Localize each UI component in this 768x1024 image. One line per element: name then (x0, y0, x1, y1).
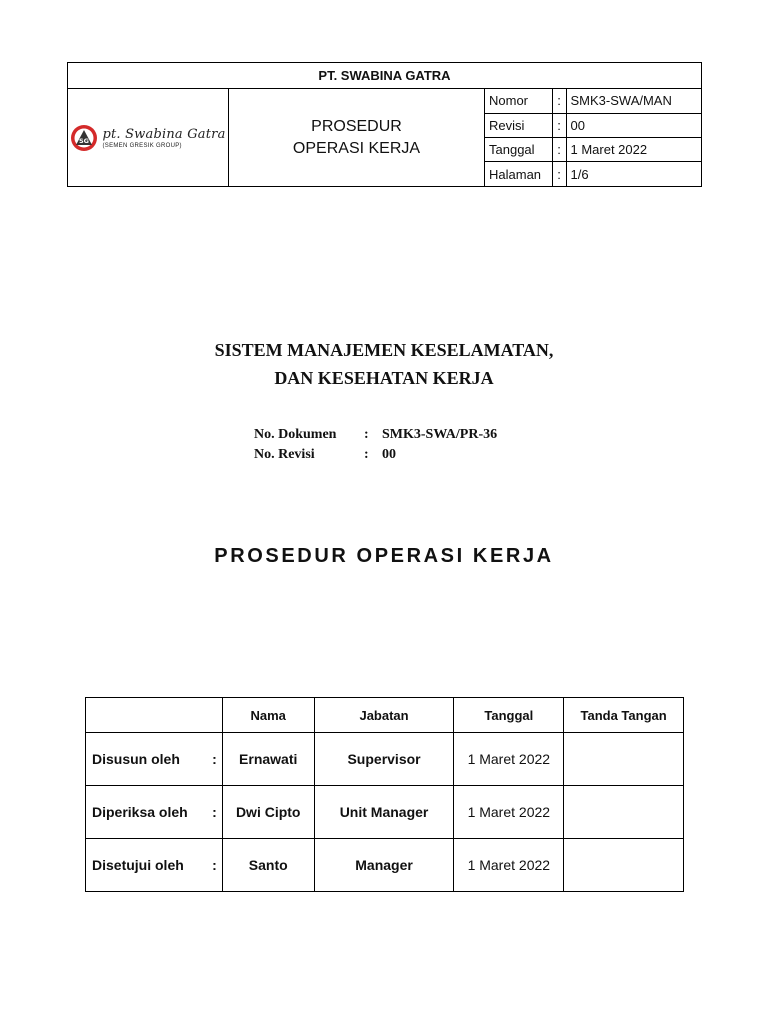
company-logo (70, 124, 225, 152)
logo-name: pt. Swabina Gatra (102, 126, 226, 142)
approval-table (85, 697, 684, 892)
role-label: Disetujui oleh (92, 857, 184, 873)
doc-info-label: No. Dokumen (254, 427, 337, 442)
meta-label: Tanggal (485, 138, 552, 162)
name-cell: Ernawati (222, 733, 314, 786)
position-cell: Supervisor (314, 733, 454, 786)
meta-colon: : (552, 162, 566, 186)
system-title (0, 336, 768, 392)
signature-cell[interactable] (564, 733, 684, 786)
header-title-line1: PROSEDUR (311, 117, 402, 135)
date-cell: 1 Maret 2022 (454, 733, 564, 786)
role-cell (86, 839, 223, 892)
name-cell: Dwi Cipto (222, 786, 314, 839)
doc-info-row (254, 445, 497, 465)
role-label: Diperiksa oleh (92, 804, 188, 820)
doc-info-value: SMK3-SWA/PR-36 (382, 427, 498, 442)
date-cell: 1 Maret 2022 (454, 839, 564, 892)
role-cell (86, 733, 223, 786)
document-info (254, 425, 497, 465)
table-row (86, 786, 684, 839)
doc-info-value: 00 (382, 447, 396, 462)
company-name: PT. SWABINA GATRA (68, 63, 701, 89)
meta-colon: : (552, 138, 566, 162)
logo-subtitle: (SEMEN GRESIK GROUP) (102, 142, 182, 149)
meta-row (485, 138, 701, 162)
meta-colon: : (552, 113, 566, 137)
logo-cell (68, 89, 229, 186)
meta-row (485, 162, 701, 186)
column-header (86, 698, 223, 733)
date-cell: 1 Maret 2022 (454, 786, 564, 839)
header-title (229, 89, 485, 186)
role-colon: : (212, 804, 217, 820)
company-seal-icon (70, 124, 98, 152)
column-header: Nama (222, 698, 314, 733)
column-header: Tanggal (454, 698, 564, 733)
meta-value: 00 (566, 113, 701, 137)
signature-cell[interactable] (564, 839, 684, 892)
doc-info-colon: : (364, 447, 369, 462)
table-row (86, 733, 684, 786)
position-cell: Unit Manager (314, 786, 454, 839)
column-header: Jabatan (314, 698, 454, 733)
table-row (86, 839, 684, 892)
meta-row (485, 89, 701, 113)
position-cell: Manager (314, 839, 454, 892)
meta-value: 1 Maret 2022 (566, 138, 701, 162)
meta-value: 1/6 (570, 166, 589, 182)
header-title-line2: OPERASI KERJA (292, 139, 421, 157)
document-meta-table (485, 89, 701, 186)
meta-label: Revisi (485, 113, 552, 137)
logo-badge-text: SG (79, 136, 90, 145)
meta-label: Nomor (485, 89, 552, 113)
document-header (67, 62, 702, 187)
role-cell (86, 786, 223, 839)
meta-row (485, 113, 701, 137)
main-title: PROSEDUR OPERASI KERJA (214, 545, 554, 567)
meta-colon: : (552, 89, 566, 113)
system-title-line1: SISTEM MANAJEMEN KESELAMATAN, (214, 340, 554, 360)
meta-value: SMK3-SWA/MAN (566, 89, 701, 113)
role-label: Disusun oleh (92, 751, 180, 767)
signature-cell[interactable] (564, 786, 684, 839)
name-cell: Santo (222, 839, 314, 892)
role-colon: : (212, 857, 217, 873)
approval-header-row (86, 698, 684, 733)
doc-info-label: No. Revisi (254, 447, 315, 462)
doc-info-colon: : (364, 427, 369, 442)
column-header: Tanda Tangan (564, 698, 684, 733)
meta-label: Halaman (485, 162, 552, 186)
system-title-line2: DAN KESEHATAN KERJA (274, 368, 494, 388)
role-colon: : (212, 751, 217, 767)
doc-info-row (254, 425, 497, 445)
